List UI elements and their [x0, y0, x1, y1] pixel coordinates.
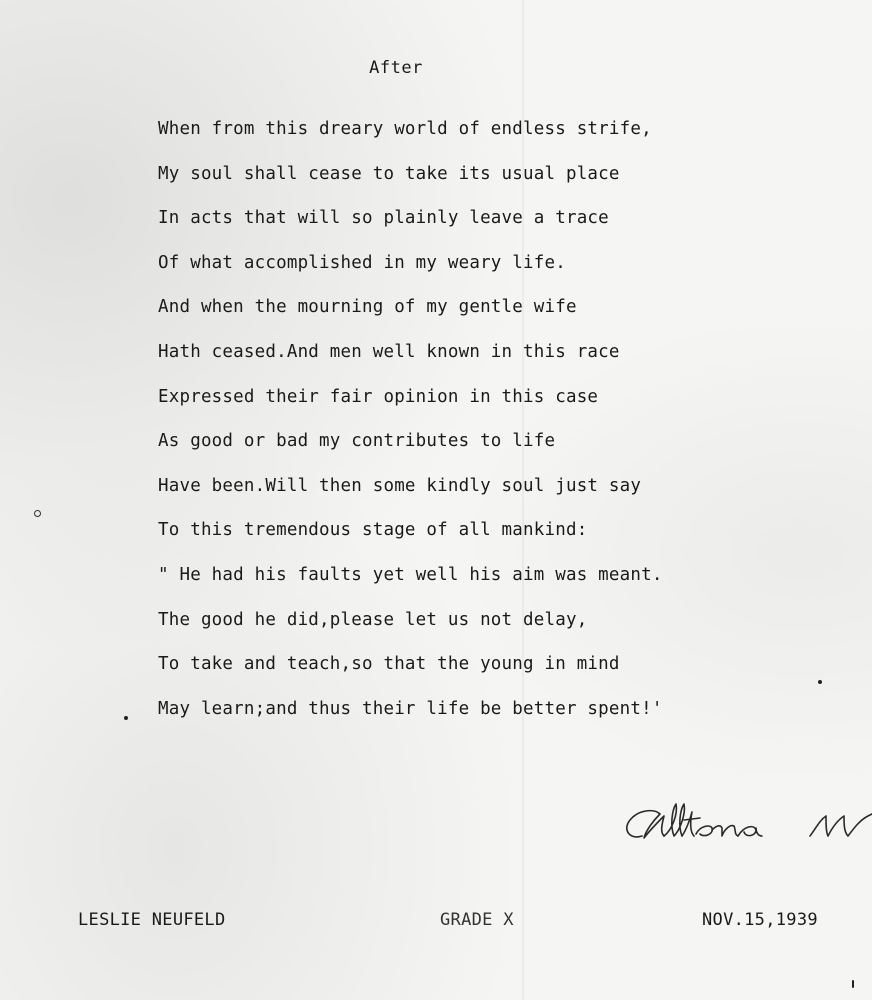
scan-speck — [852, 980, 854, 988]
scan-speck — [124, 716, 128, 720]
poem-line: As good or bad my contributes to life — [158, 431, 556, 452]
poem-line: Expressed their fair opinion in this case — [158, 386, 599, 407]
poem-title: After — [369, 58, 423, 78]
poem-line: May learn;and thus their life be better spent!' — [158, 698, 663, 719]
poem-body — [158, 114, 663, 738]
poem-line: Have been.Will then some kindly soul just say — [158, 475, 642, 496]
poem-line: The good he did,please let us not delay, — [158, 609, 588, 630]
handwritten-signature — [620, 790, 872, 860]
scan-speck — [34, 510, 41, 517]
poem-line: To this tremendous stage of all mankind: — [158, 520, 588, 541]
poem-line: When from this dreary world of endless strife, — [158, 119, 652, 139]
scan-speck — [818, 680, 822, 684]
poem-line: Hath ceased.And men well known in this race — [158, 341, 620, 362]
author-name: LESLIE NEUFELD — [78, 910, 226, 930]
date-label: NOV.15,1939 — [702, 910, 818, 930]
grade-label: GRADE X — [440, 910, 514, 930]
poem-line: And when the mourning of my gentle wife — [158, 297, 577, 318]
poem-line: In acts that will so plainly leave a trace — [158, 208, 609, 229]
poem-line: " He had his faults yet well his aim was meant. — [158, 564, 663, 585]
poem-line: Of what accomplished in my weary life. — [158, 252, 566, 273]
poem-line: To take and teach,so that the young in mind — [158, 654, 620, 675]
poem-line: My soul shall cease to take its usual place — [158, 163, 620, 184]
